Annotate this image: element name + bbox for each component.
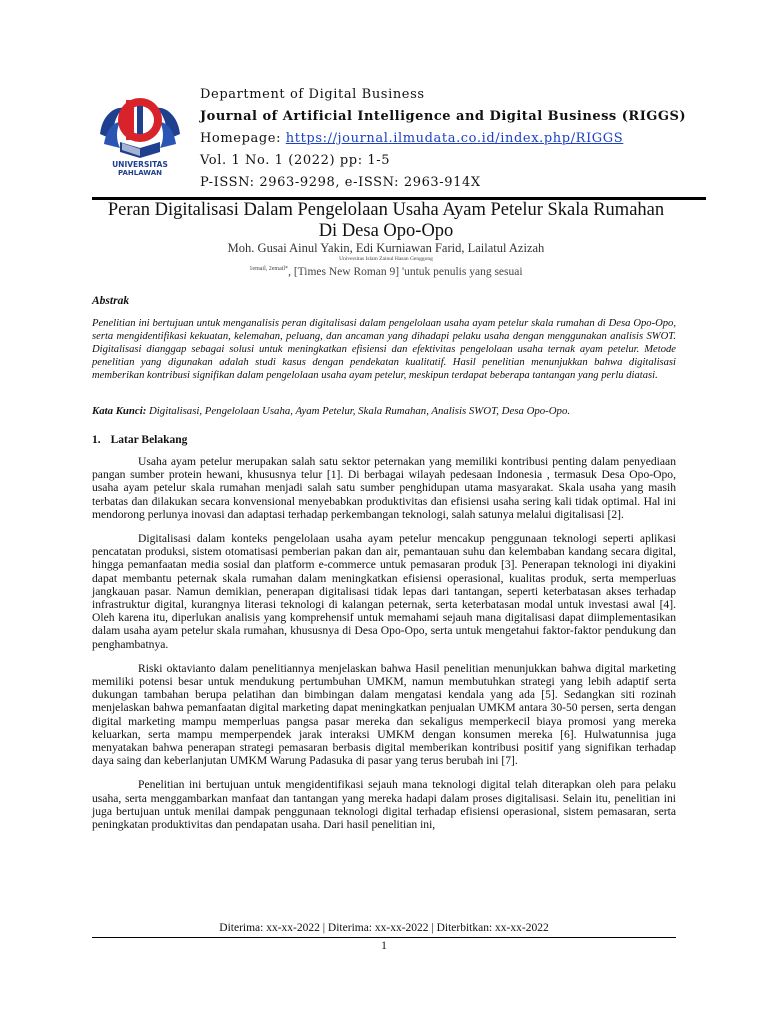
paper-title-line2: Di Desa Opo-Opo	[318, 221, 454, 241]
email-superscript: 1email, 2email*	[249, 266, 289, 272]
section-heading	[92, 434, 197, 446]
body-paragraph: Usaha ayam petelur merupakan salah satu sektor peternakan yang memiliki kontribusi penting dalam penyediaan pangan sumber protein hewani, khususnya telur [1]. Di berbagai wilayah pedesaan Indonesia , termasuk Desa Opo-Opo, usaha ayam petelur skala rumahan menjadi salah satu sumber penghidupan utama masyarakat. Skala usaha yang masih terbatas dan dilakukan secara konvensional menyebabkan produktivitas dan efisiensi usaha sering kali tidak optimal. Hal ini mendorong perlunya inovasi dan adaptasi terhadap perkembangan teknologi, salah satunya melalui digitalisasi [2].	[92, 455, 676, 521]
volume-info: Vol. 1 No. 1 (2022) pp: 1-5	[200, 153, 391, 168]
section-body	[92, 455, 676, 842]
footer-rule	[92, 937, 676, 938]
homepage-link[interactable]: https://journal.ilmudata.co.id/index.php/RIGGS	[285, 131, 624, 146]
department-name: Department of Digital Business	[200, 87, 425, 102]
section-title: Latar Belakang	[110, 434, 188, 446]
page-number: 1	[381, 940, 387, 952]
received-dates: Diterima: xx-xx-2022 | Diterima: xx-xx-2022 | Diterbitkan: xx-xx-2022	[219, 922, 549, 934]
homepage-label: Homepage:	[200, 131, 286, 146]
journal-header	[200, 84, 686, 194]
issn-info: P-ISSN: 2963-9298, e-ISSN: 2963-914X	[200, 175, 481, 190]
logo-text-pahlawan: PAHLAWAN	[117, 169, 163, 177]
paper-title-line1: Peran Digitalisasi Dalam Pengelolaan Usaha Ayam Petelur Skala Rumahan	[107, 200, 665, 220]
keywords-label: Kata Kunci:	[92, 405, 147, 417]
homepage-line	[200, 128, 686, 150]
abstract-heading: Abstrak	[92, 295, 130, 307]
body-paragraph: Penelitian ini bertujuan untuk mengidentifikasi sejauh mana teknologi digital telah diterapkan oleh para pelaku usaha, serta menggambarkan manfaat dan tantangan yang mereka hadapi dalam proses digitalisasi. Selain itu, penelitian ini juga bertujuan untuk menilai dampak penggunaan teknologi digital terhadap efisiensi operasional, sistem pemasaran, serta peningkatan produktivitas dan pendapatan usaha. Dari hasil penelitian ini,	[92, 778, 676, 832]
email-note: , [Times New Roman 9] 'untuk penulis yang sesuai	[288, 266, 523, 278]
body-paragraph: Riski oktavianto dalam penelitiannya menjelaskan bahwa Hasil penelitian menunjukkan bahwa digital marketing memiliki potensi besar untuk mendukung pertumbuhan UMKM, namun membutuhkan strategi yang lebih adaptif serta dukungan tambahan berupa pelatihan dan bimbingan dalam mengatasi kendala yang ada [5]. Sedangkan siti rozinah menjelaskan bahwa pemanfaatan digital marketing dapat meningkatkan penjualan UMKM antara 30-50 persen, serta dengan digital marketing mampu memperluas pangsa pasar mereka dan sekaligus memperkecil biaya promosi yang mereka keluarkan, serta mampu memperpendek jarak interaksi UMKM dengan konsumen mereka [6]. Hulwatunnisa juga menyatakan bahwa penerapan strategi pemasaran berbasis digital memberikan kontribusi positif yang signifikan terhadap daya saing dan keberlanjutan UMKM Warung Padasuka di pasar yang terus berubah ini [7].	[92, 661, 676, 768]
keywords	[92, 405, 692, 417]
paper-authors: Moh. Gusai Ainul Yakin, Edi Kurniawan Farid, Lailatul Azizah	[227, 241, 545, 255]
abstract-text: Penelitian ini bertujuan untuk menganalisis peran digitalisasi dalam pengelolaan usaha ayam petelur skala rumahan di Desa Opo-Opo, serta mengidentifikasi kekuatan, kelemahan, peluang, dan ancaman yang dihadapi pelaku usaha dengan menggunakan analisis SWOT. Digitalisasi dianggap sebagai solusi untuk meningkatkan efisiensi dan efektivitas pengelolaan usaha ternak ayam petelur. Metode penelitian yang digunakan adalah studi kasus dengan pendekatan kualitatif. Hasil penelitian menunjukkan bahwa digitalisasi memberikan kontribusi signifikan dalam pengelolaan usaha ayam petelur, meskipun terdapat beberapa tantangan yang perlu diatasi.	[92, 318, 676, 381]
keywords-list: Digitalisasi, Pengelolaan Usaha, Ayam Petelur, Skala Rumahan, Analisis SWOT, Desa Opo-Opo.	[146, 405, 571, 417]
author-email	[80, 266, 692, 278]
university-logo	[94, 86, 186, 178]
section-number: 1.	[92, 434, 101, 446]
body-paragraph: Digitalisasi dalam konteks pengelolaan usaha ayam petelur mencakup penggunaan teknologi seperti aplikasi pencatatan produksi, sistem otomatisasi pemberian pakan dan air, pemantauan suhu dan kelembaban kandang secara digital, hingga pemanfaatan media sosial dan platform e-commerce untuk pemasaran produk [3]. Penerapan teknologi ini diyakini dapat membantu peternak skala rumahan dalam meningkatkan efisiensi operasional, kualitas produk, serta memperluas jangkauan pasar. Namun demikian, penerapan digitalisasi tidak lepas dari tantangan, seperti keterbatasan akses terhadap infrastruktur digital, kurangnya literasi teknologi di kalangan peternak, serta keterbatasan modal untuk investasi awal [4]. Oleh karena itu, diperlukan analisis yang komprehensif untuk memahami sejauh mana digitalisasi dapat diimplementasikan dalam usaha ayam petelur skala rumahan, khususnya di Desa Opo-Opo, serta untuk mengetahui faktor-faktor pendukung dan penghambatnya.	[92, 532, 676, 651]
logo-text-universitas: UNIVERSITAS	[112, 160, 168, 169]
author-affiliation: Universitas Islam Zainul Hasan Genggong	[339, 256, 433, 262]
journal-name: Journal of Artificial Intelligence and Digital Business (RIGGS)	[200, 109, 687, 124]
paper-title	[80, 200, 692, 242]
